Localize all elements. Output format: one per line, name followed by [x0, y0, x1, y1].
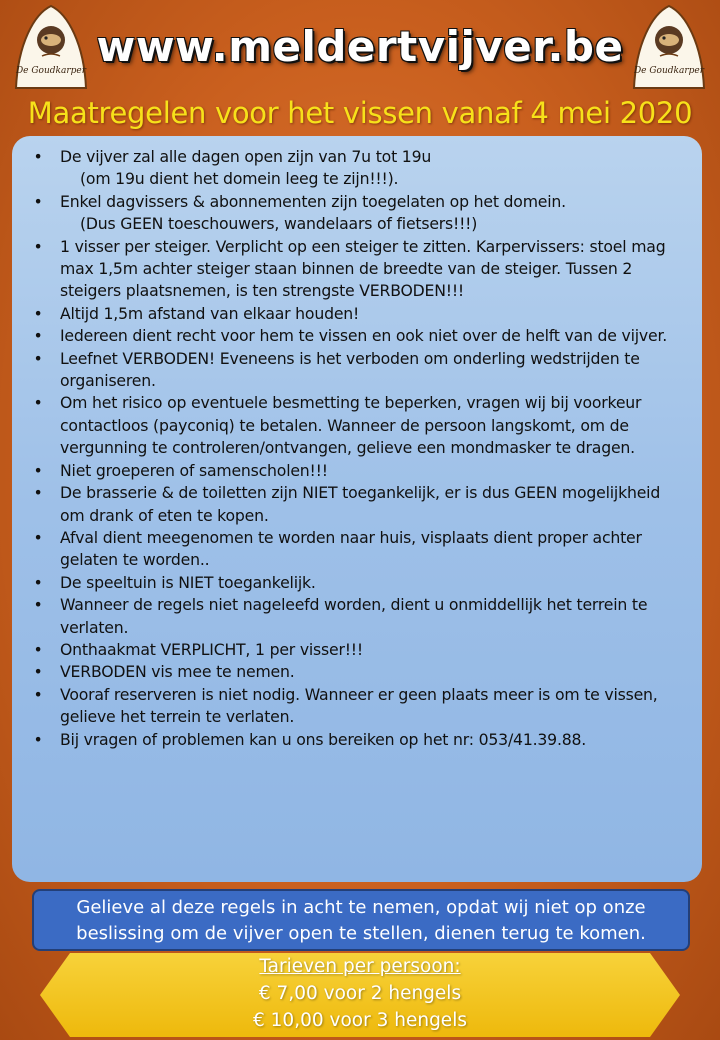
rule-item: [32, 146, 684, 191]
price-banner: [40, 953, 680, 1037]
rule-item: [32, 236, 684, 303]
price-title: Tarieven per persoon:: [259, 956, 461, 977]
rule-text: 1 visser per steiger. Verplicht op een steiger te zitten. Karpervissers: stoel mag max 1,5m achter steiger staan binnen de breedte van de steiger. Tussen 2 steigers plaatsnemen, is ten strengste VERBODEN!!!: [60, 236, 666, 301]
bullet-icon: •: [33, 348, 43, 368]
bullet-icon: •: [33, 483, 43, 503]
rule-text: De brasserie & de toiletten zijn NIET toegankelijk, er is dus GEEN mogelijkheid om drank of eten te kopen.: [60, 483, 661, 525]
rule-subnote: (om 19u dient het domein leeg te zijn!!!).: [80, 169, 399, 189]
bullet-icon: •: [33, 527, 43, 547]
rule-text: VERBODEN vis mee te nemen.: [60, 662, 295, 682]
rule-text: Om het risico op eventuele besmetting te beperken, vragen wij bij voorkeur contactloos (payconiq) te betalen. Wanneer de persoon langskomt, om de vergunning te controleren/ontvangen, gelieve een mondmasker te dragen.: [60, 393, 642, 458]
bullet-icon: •: [33, 393, 43, 413]
rule-item: [32, 639, 684, 661]
bullet-icon: •: [33, 662, 43, 682]
rule-item: [32, 729, 684, 751]
bullet-icon: •: [33, 639, 43, 659]
bullet-icon: •: [33, 595, 43, 615]
rules-panel: [12, 136, 702, 882]
rule-item: [32, 303, 684, 325]
rule-item: [32, 392, 684, 459]
rule-text: Altijd 1,5m afstand van elkaar houden!: [60, 303, 360, 323]
rules-list: [32, 146, 684, 751]
rule-text: De speeltuin is NIET toegankelijk.: [60, 572, 316, 592]
rule-text: Onthaakmat VERPLICHT, 1 per visser!!!: [60, 639, 363, 659]
rule-item: [32, 348, 684, 393]
site-url: www.meldertvijver.be: [96, 22, 624, 71]
rule-text: Vooraf reserveren is niet nodig. Wanneer er geen plaats meer is om te vissen, gelieve het terrein te verlaten.: [60, 684, 658, 727]
rule-text: Niet groeperen of samenscholen!!!: [60, 460, 328, 480]
bullet-icon: •: [33, 460, 43, 480]
price-line-2-hengels: € 7,00 voor 2 hengels: [258, 983, 462, 1004]
rule-item: [32, 572, 684, 594]
bullet-icon: •: [33, 236, 43, 256]
page-title: Maatregelen voor het vissen vanaf 4 mei 2020: [27, 96, 693, 130]
bullet-icon: •: [33, 147, 43, 166]
bullet-icon: •: [33, 684, 43, 704]
bullet-icon: •: [33, 303, 43, 323]
notice-banner: Gelieve al deze regels in acht te nemen, opdat wij niet op onze beslissing om de vijver open te stellen, dienen terug te komen.: [32, 889, 690, 951]
rule-item: [32, 527, 684, 572]
price-text: [40, 953, 680, 1034]
rule-item: [32, 191, 684, 236]
bullet-icon: •: [33, 729, 43, 749]
rule-text: Enkel dagvissers & abonnementen zijn toegelaten op het domein.: [60, 191, 566, 211]
rule-item: [32, 460, 684, 482]
rule-item: [32, 661, 684, 683]
rule-item: [32, 684, 684, 729]
rule-item: [32, 594, 684, 639]
rule-item: [32, 482, 684, 527]
logo-caption-left: De Goudkarper: [15, 66, 87, 76]
rule-text: Bij vragen of problemen kan u ons bereiken op het nr: 053/41.39.88.: [60, 729, 587, 749]
rule-text: De vijver zal alle dagen open zijn van 7u tot 19u: [60, 147, 432, 166]
bullet-icon: •: [33, 191, 43, 211]
rule-item: [32, 325, 684, 347]
rule-text: Leefnet VERBODEN! Eveneens is het verboden om onderling wedstrijden te organiseren.: [60, 348, 640, 391]
rule-text: Iedereen dient recht voor hem te vissen en ook niet over de helft van de vijver.: [60, 326, 668, 346]
price-line-3-hengels: € 10,00 voor 3 hengels: [253, 1010, 467, 1031]
rule-text: Afval dient meegenomen te worden naar huis, visplaats dient proper achter gelaten te worden..: [60, 527, 642, 570]
logo-caption-right: De Goudkarper: [633, 66, 705, 76]
bullet-icon: •: [33, 326, 43, 346]
bullet-icon: •: [33, 572, 43, 592]
rule-subnote: (Dus GEEN toeschouwers, wandelaars of fietsers!!!): [80, 214, 478, 234]
rule-text: Wanneer de regels niet nageleefd worden, dient u onmiddellijk het terrein te verlaten.: [60, 595, 648, 637]
